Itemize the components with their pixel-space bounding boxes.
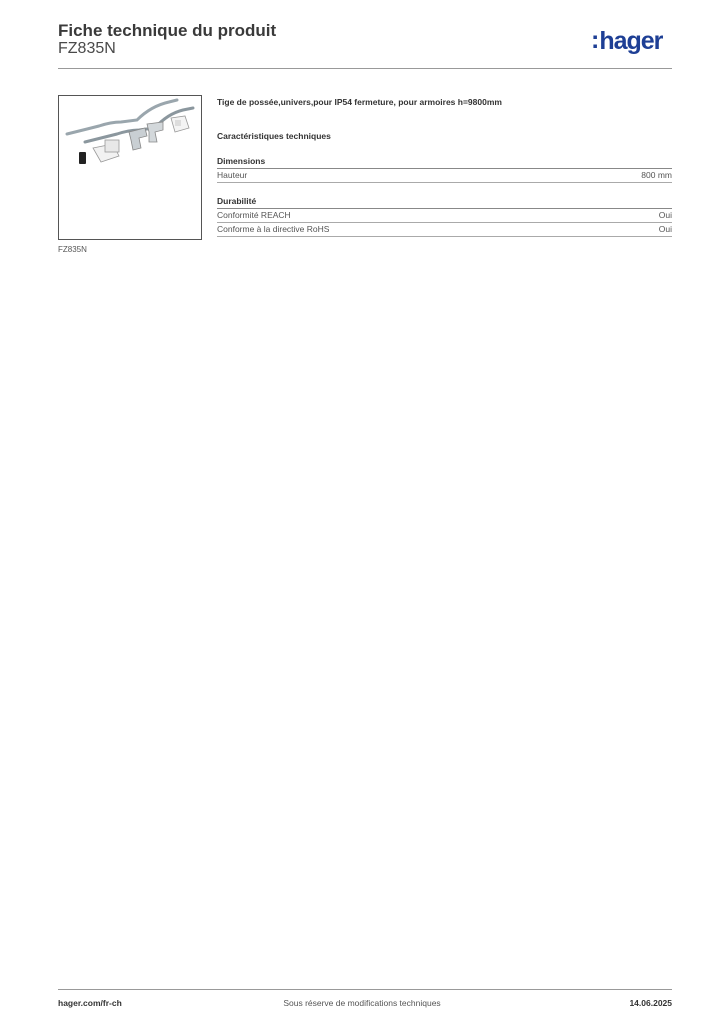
spec-row bbox=[217, 169, 672, 183]
image-caption: FZ835N bbox=[58, 245, 87, 254]
spec-value: Oui bbox=[658, 224, 672, 234]
spec-row bbox=[217, 209, 672, 223]
spec-label: Conformité REACH bbox=[217, 210, 291, 220]
product-image bbox=[58, 95, 202, 240]
spec-group-dimensions bbox=[217, 156, 672, 183]
spec-group-title: Durabilité bbox=[217, 196, 257, 206]
specs-heading: Caractéristiques techniques bbox=[217, 131, 331, 141]
door-rod-kit-image bbox=[59, 96, 201, 239]
page-title: Fiche technique du produit bbox=[58, 21, 277, 40]
product-code: FZ835N bbox=[58, 40, 116, 57]
spec-group-title: Dimensions bbox=[217, 156, 266, 166]
header-divider bbox=[58, 68, 672, 69]
spec-group-durabilite bbox=[217, 196, 672, 237]
hager-logo bbox=[591, 27, 662, 56]
spec-value: Oui bbox=[658, 210, 672, 220]
product-description: Tige de possée,univers,pour IP54 fermeture, pour armoires h=9800mm bbox=[217, 97, 502, 107]
footer-website-link[interactable]: hager.com/fr-ch bbox=[58, 998, 122, 1008]
logo-colon-icon: : bbox=[591, 26, 599, 54]
spec-value: 800 mm bbox=[641, 170, 672, 180]
footer-notice: Sous réserve de modifications techniques bbox=[283, 998, 441, 1008]
footer-date: 14.06.2025 bbox=[629, 998, 672, 1008]
spec-label: Conforme à la directive RoHS bbox=[217, 224, 330, 234]
logo-text: hager bbox=[599, 27, 663, 55]
footer-divider bbox=[58, 989, 672, 990]
spec-label: Hauteur bbox=[217, 170, 248, 180]
spec-row bbox=[217, 223, 672, 237]
